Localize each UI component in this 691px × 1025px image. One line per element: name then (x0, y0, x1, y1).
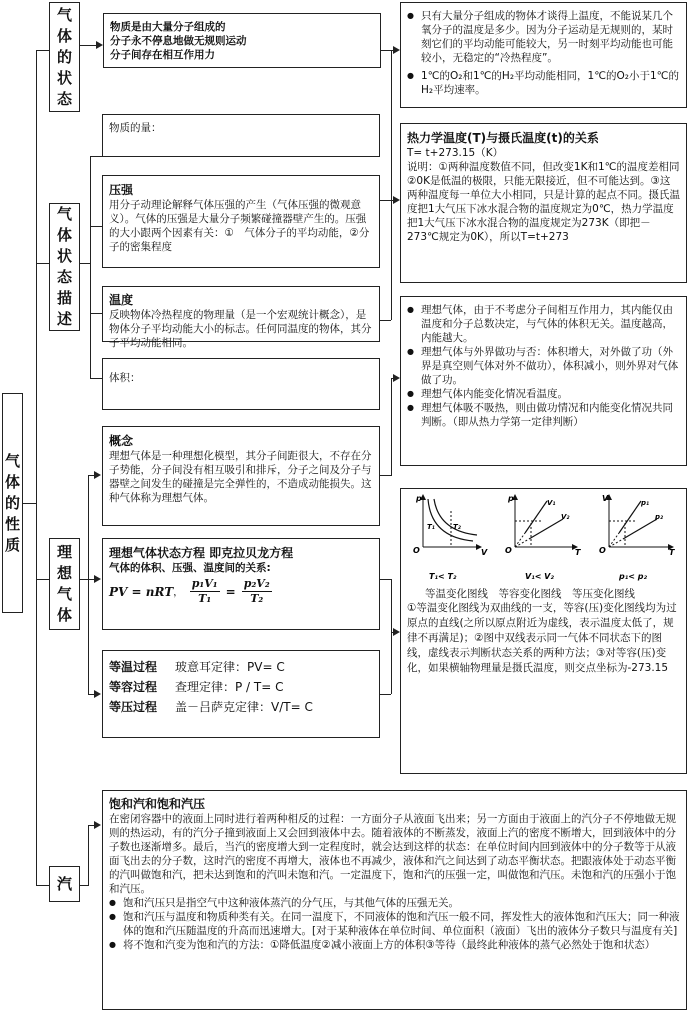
g3-origin: O (599, 546, 606, 555)
ideal-note-box (400, 296, 687, 466)
g2-caption: V₁< V₂ (525, 572, 554, 581)
section-vapor (49, 866, 80, 902)
process-isobaric (109, 697, 373, 717)
thermo-formula: T= t+273.15（K） (407, 147, 504, 159)
molecular-box (103, 13, 381, 68)
temp-note-box (400, 2, 687, 108)
temp-note-item-2: ● 1℃的O₂和1℃的H₂平均动能相同，1℃的O₂小于1℃的H₂平均速率。 (407, 69, 680, 97)
concept-title: 概念 (109, 434, 134, 448)
g1-y-label: p (416, 494, 422, 503)
process-isochoric (109, 677, 373, 697)
g2-x-label: T (575, 548, 581, 557)
vapor-vert (88, 825, 89, 886)
process-isothermal (109, 657, 373, 677)
vapor-item-2: ● 饱和汽压与温度和物质种类有关。在同一温度下，不同液体的饱和汽压一般不同，挥发性大的液体饱和汽压大；同一种液体的饱和汽压随温度的升高而迅速增大。[对于某种液体在单位时间、单位面积（液面）飞出的液体分子数只与温度有关] (109, 910, 680, 938)
temperature-box (102, 286, 380, 349)
ideal-note-item-2: ● 理想气体与外界做功与否：体积增大，对外做了功（外界是真空则气体对外不做功），体积减小，则外界对气体做了功。 (407, 345, 680, 387)
state-link (80, 45, 96, 46)
graphs-vert (391, 579, 392, 694)
section-state (49, 2, 80, 112)
vapor-item-3: ● 将不饱和汽变为饱和汽的方法：①降低温度②减小液面上方的体积③等待（最终此种液体的蒸气必然处于饱和状态） (109, 938, 680, 952)
concept-box (102, 426, 380, 526)
vapor-title: 饱和汽和饱和汽压 (109, 797, 206, 811)
g3-line-1-label: p₁ (641, 499, 650, 507)
ideal-link (80, 579, 88, 580)
vapor-link (80, 885, 88, 886)
pressure-title: 压强 (109, 183, 134, 197)
isochoric-graph (505, 494, 581, 581)
equation-eq: = (225, 584, 236, 599)
section-state-label: 气体的状态 (56, 5, 72, 108)
isobar-line-2 (623, 519, 657, 539)
volume-link (90, 378, 102, 379)
g3-x-label: T (669, 548, 675, 557)
g3-line-2-label: p₂ (655, 513, 664, 521)
pressure-link (90, 226, 102, 227)
vapor-arrow (94, 821, 101, 829)
root-node (2, 393, 23, 613)
section-ideal (49, 538, 80, 630)
temp-note-item-1: ● 只有大量分子组成的物体才谈得上温度，不能说某几个氧分子的温度是多少。因为分子运动是无规则的，某时刻它们的平均动能可能较大，另一时刻平均动能也可能较小，无稳定的“冷热程度”。 (407, 9, 680, 65)
molecular-line-1: 物质是由大量分子组成的 (110, 21, 226, 33)
isobar-line-1 (619, 501, 641, 533)
equation-subtitle: 气体的体积、压强、温度间的关系: (109, 562, 271, 574)
pressure-out-link (380, 200, 391, 201)
section-ideal-label: 理想气体 (56, 543, 72, 624)
thermo-text: 说明：①两种温度数值不同，但改变1K和1℃的温度差相同②0K是低温的极限，只能无限接近，但不可能达到。③这两种温度每一单位大小相同，只是计算的起点不同。摄氏温度把1大气压下冰水混合物的温度规定为0℃，热力学温度把1大气压下冰水混合物的温度规定为273K（即把－273℃规定为0K），所以T=t+273 (407, 161, 680, 243)
section-describe (49, 203, 80, 331)
ideal-note-vert (391, 378, 392, 475)
ideal-note-item-1: ● 理想气体，由于不考虑分子间相互作用力，其内能仅由温度和分子总数决定，与气体的体积无关。温度越高，内能越大。 (407, 303, 680, 345)
temperature-link (90, 313, 102, 314)
process-isobaric-law: 盖－吕萨克定律：V/T= C (175, 700, 313, 714)
volume-box (102, 358, 380, 410)
vapor-box (102, 790, 687, 1010)
amount-link (90, 156, 102, 157)
process-isothermal-law: 玻意耳定律：PV= C (175, 660, 285, 674)
concept-text: 理想气体是一种理想化模型，其分子间距很大，不存在分子势能，分子间没有相互吸引和排斥，分子之间及分子与器壁之间发生的碰撞是完全弹性的，不造成动能损失。这种气体称为理想气体。 (109, 450, 372, 504)
process-out-link (380, 694, 391, 695)
equation-box (102, 538, 380, 630)
link-ideal (36, 579, 49, 580)
ideal-note-item-3: ● 理想气体内能变化情况看温度。 (407, 387, 680, 401)
molecular-line-2: 分子永不停息地做无规则运动 (110, 35, 247, 47)
g1-caption: T₁< T₂ (429, 572, 457, 581)
g3-y-label: V (602, 494, 609, 503)
thermo-box (400, 123, 687, 283)
process-isochoric-name: 等容过程 (109, 680, 158, 694)
g1-x-label: V (481, 548, 488, 557)
equation-out-link (380, 579, 391, 580)
concept-out-link (380, 475, 392, 476)
graphs-arrow (393, 628, 400, 636)
link-describe (36, 263, 49, 264)
amount-text: 物质的量： (109, 122, 162, 134)
graphs-text: ①等温变化图线为双曲线的一支，等容(压)变化图线均为过原点的直线(之所以原点附近为虚线，表示温度太低了，规律不再满足)；②图中双线表示同一气体不同状态下的图线，虚线表示判断状态关系的两种方法；③对等容(压)变化，如果横轴物理量是摄氏温度，则交点坐标为-273.15 (407, 602, 677, 674)
molecular-link (381, 50, 391, 51)
temperature-text: 反映物体冷热程度的物理量（是一个宏观统计概念），是物体分子平均动能大小的标志。任何同温度的物体，其分子平均动能相同。 (109, 309, 372, 349)
concept-arrow (94, 471, 101, 479)
section-vapor-label: 汽 (56, 874, 72, 893)
link-vapor (36, 885, 49, 886)
g1-curve-2-label: T₂ (453, 523, 461, 531)
equation-pv: PV = nRT (109, 584, 174, 599)
root-link (23, 503, 36, 504)
graphs-svg (401, 489, 686, 585)
equation-num2: p₂V₂ (243, 577, 270, 590)
process-box (102, 650, 380, 738)
molecular-line-3: 分子间存在相互作用力 (110, 49, 215, 61)
state-arrow (96, 41, 103, 49)
describe-link (80, 263, 90, 264)
graphs-box (400, 488, 687, 774)
g2-y-label: p (508, 494, 514, 503)
isochore-line-2 (529, 519, 563, 539)
ideal-note-item-4: ● 理想气体吸不吸热，则由做功情况和内能变化情况共同判断。（即从热力学第一定律判断） (407, 401, 680, 429)
pressure-text: 用分子动理论解释气体压强的产生（气体压强的微观意义）。气体的压强是大量分子频繁碰撞器壁产生的。压强的大小跟两个因素有关：① 气体分子的平均动能，②分子的密集程度 (109, 199, 370, 253)
temperature-out-link (380, 320, 391, 321)
amount-box (102, 114, 380, 157)
g3-caption: p₁< p₂ (619, 572, 647, 581)
g1-curve-1-label: T₁ (427, 523, 435, 531)
equation-num1: p₁V₁ (191, 577, 218, 590)
g1-origin: O (413, 546, 420, 555)
isochore-line-1 (525, 501, 547, 533)
isobaric-graph (599, 494, 675, 581)
thermo-arrow (393, 196, 400, 204)
vapor-item-1: ● 饱和汽压只是指空气中这种液体蒸汽的分气压，与其他气体的压强无关。 (109, 896, 680, 910)
isothermal-graph (413, 494, 488, 581)
root-trunk (36, 50, 37, 885)
thermo-title: 热力学温度(T)与摄氏温度(t)的关系 (407, 131, 599, 145)
equation-arrow (94, 575, 101, 583)
g2-line-1-label: V₁ (547, 499, 556, 507)
volume-text: 体积： (109, 372, 141, 384)
g2-origin: O (505, 546, 512, 555)
vapor-text: 在密闭容器中的液面上同时进行着两种相反的过程：一方面分子从液面飞出来；另一方面由于液面上的汽分子不停地做无规则的热运动，有的汽分子撞到液面上又会回到液体中去。随着液体的不断蒸发，液面上汽的密度不断增大，回到液体中的分子数也逐渐增多。最后，当汽的密度增大到一定程度时，就会达到这样的状态：在单位时间内回到液体中的分子数等于从液面飞出去的分子数，这时汽的密度不再增大，液体也不再减少，液体和汽之间达到了动态平衡状态。把跟液体处于动态平衡的汽叫做饱和汽，把未达到饱和的汽叫未饱和汽。一定温度下，饱和汽的压强一定，叫做饱和汽压。未饱和汽的压强小于饱和汽压。 (109, 813, 676, 895)
ideal-vert (88, 475, 89, 694)
ideal-note-arrow (393, 374, 400, 382)
root-label: 气体的性质 (4, 451, 20, 554)
equation-comma: ， (173, 585, 184, 598)
process-isothermal-name: 等温过程 (109, 660, 158, 674)
temperature-title: 温度 (109, 293, 134, 307)
temp-note-arrow (393, 46, 400, 54)
graphs-titles: 等温变化图线 等容变化图线 等压变化图线 (425, 588, 635, 600)
equation-den2: T₂ (250, 592, 264, 605)
describe-vert (90, 156, 91, 378)
process-isobaric-name: 等压过程 (109, 700, 158, 714)
section-describe-label: 气体状态描述 (56, 205, 72, 328)
g2-line-2-label: V₂ (561, 513, 570, 521)
pressure-box (102, 175, 380, 268)
process-arrow (94, 690, 101, 698)
process-isochoric-law: 查理定律：P / T= C (175, 680, 284, 694)
molecular-vert (391, 50, 392, 320)
equation-title: 理想气体状态方程 即克拉贝龙方程 (109, 546, 294, 560)
equation-den1: T₁ (198, 592, 212, 605)
link-state (36, 50, 49, 51)
